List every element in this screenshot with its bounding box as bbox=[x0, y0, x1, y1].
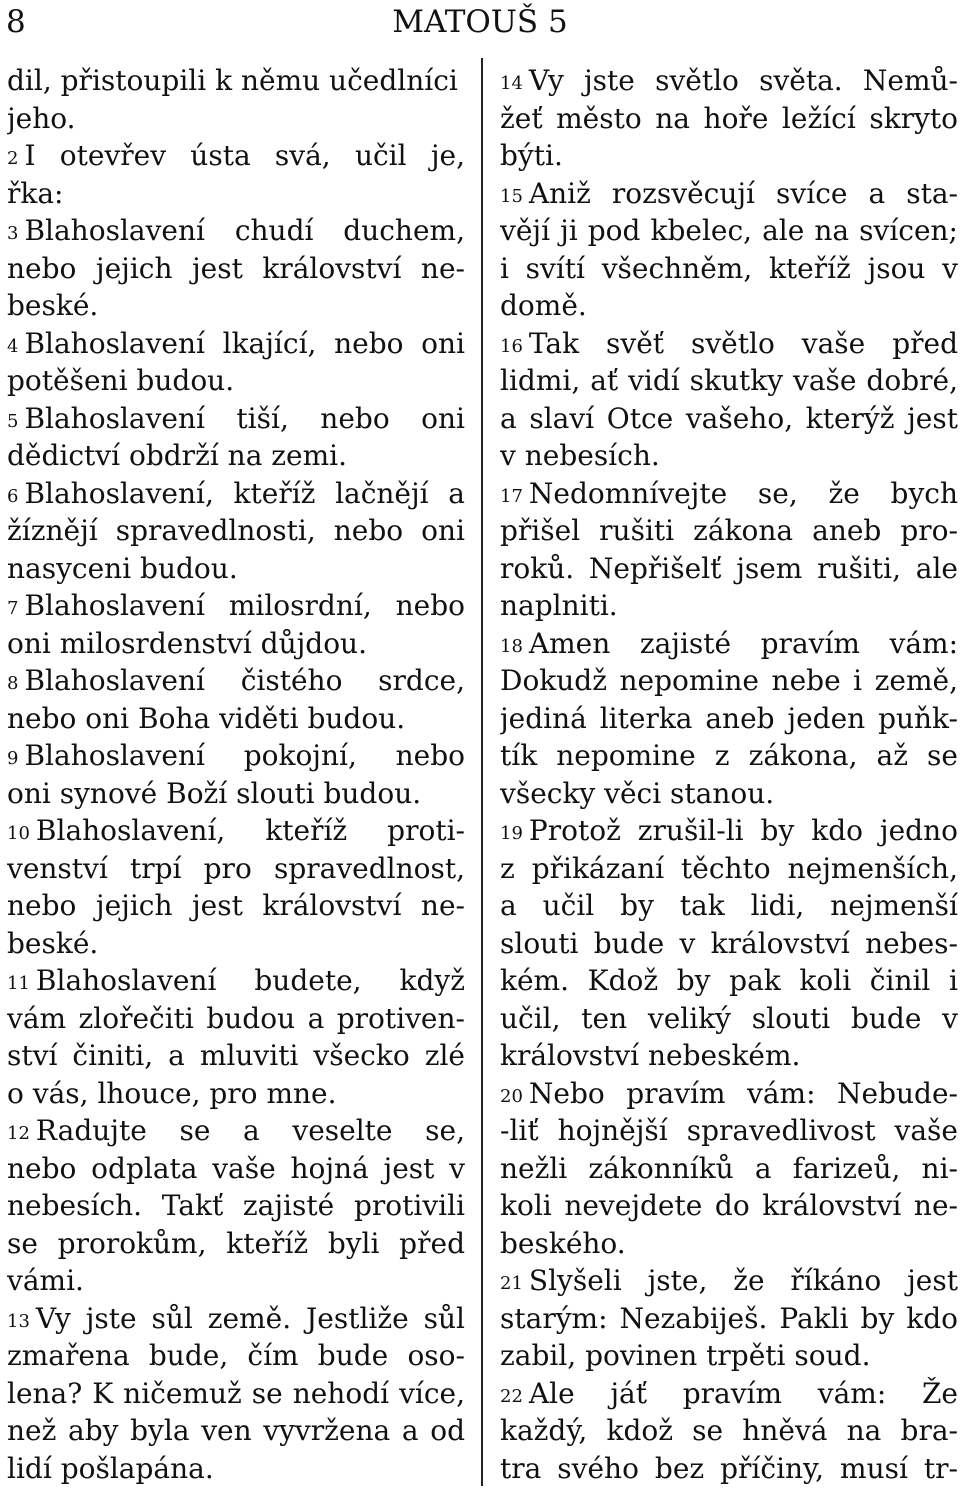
verse-number: 21 bbox=[500, 1273, 523, 1294]
verse-number: 16 bbox=[500, 335, 523, 357]
line-text: lena? K ničemuž se nehodí více, bbox=[7, 1376, 465, 1410]
text-line bbox=[7, 1337, 465, 1375]
text-line bbox=[7, 287, 465, 325]
line-text: Slyšeli jste, že říkáno jest bbox=[528, 1264, 958, 1297]
text-line bbox=[7, 1450, 465, 1488]
line-text: z přikázaní těchto nejmenších, bbox=[500, 851, 958, 885]
line-text: beské. bbox=[7, 926, 99, 960]
text-line bbox=[7, 1000, 465, 1038]
running-head: MATOUŠ 5 bbox=[392, 4, 568, 40]
text-line bbox=[500, 1450, 958, 1488]
line-text: roků. Nepřišelť jsem rušiti, ale bbox=[500, 551, 958, 585]
line-text: i svítí všechněm, kteříž jsou v bbox=[500, 251, 958, 285]
line-text: zabil, povinen trpěti soud. bbox=[500, 1339, 871, 1372]
line-text: Blahoslavení budete, když bbox=[35, 964, 465, 997]
text-line bbox=[500, 100, 958, 138]
text-line bbox=[500, 62, 958, 100]
line-text: koli nevejdete do království ne- bbox=[500, 1189, 958, 1222]
line-text: dědictví obdrží na zemi. bbox=[7, 439, 348, 472]
line-text: Blahoslavení, kteříž lačnějí a bbox=[24, 476, 465, 510]
text-line bbox=[500, 587, 958, 625]
verse-number: 10 bbox=[7, 823, 30, 844]
line-text: Blahoslavení čistého srdce, bbox=[24, 664, 465, 697]
text-line bbox=[7, 437, 465, 475]
verse-number: 7 bbox=[7, 598, 19, 619]
verse-number: 14 bbox=[500, 73, 523, 94]
verse-number: 20 bbox=[500, 1085, 523, 1107]
line-text: Blahoslavení, kteříž proti- bbox=[35, 814, 465, 847]
text-line bbox=[7, 175, 465, 213]
line-text: Protož zrušil-li by kdo jedno bbox=[528, 814, 958, 847]
text-line bbox=[7, 1075, 465, 1113]
text-line bbox=[7, 1037, 465, 1075]
right-column bbox=[500, 62, 958, 1487]
line-text: žeť město na hoře ležící skryto bbox=[500, 101, 958, 135]
text-line bbox=[7, 737, 465, 775]
text-line bbox=[7, 962, 465, 1000]
text-line bbox=[7, 850, 465, 888]
verse-number: 4 bbox=[7, 335, 19, 357]
line-text: býti. bbox=[500, 139, 563, 172]
line-text: Vy jste světlo světa. Nemů- bbox=[528, 64, 958, 97]
text-line bbox=[7, 700, 465, 738]
text-line bbox=[500, 325, 958, 363]
text-line bbox=[500, 362, 958, 400]
line-text: Blahoslavení pokojní, nebo bbox=[24, 739, 465, 772]
line-text: lidmi, ať vidí skutky vaše dobré, bbox=[500, 364, 958, 397]
line-text: Blahoslavení milosrdní, nebo bbox=[24, 589, 465, 622]
line-text: všecky věci stanou. bbox=[500, 776, 775, 810]
text-line bbox=[7, 137, 465, 175]
line-text: a slaví Otce vašeho, kterýž jest bbox=[500, 401, 958, 435]
verse-number: 11 bbox=[7, 973, 30, 994]
text-line bbox=[500, 1000, 958, 1038]
line-text: oni milosrdenství důjdou. bbox=[7, 626, 367, 660]
line-text: Tak svěť světlo vaše před bbox=[528, 326, 958, 360]
line-text: království nebeském. bbox=[500, 1039, 801, 1072]
line-text: o vás, lhouce, pro mne. bbox=[7, 1076, 337, 1110]
text-line bbox=[7, 550, 465, 588]
text-line bbox=[7, 512, 465, 550]
line-text: a učil by tak lidi, nejmenší bbox=[500, 889, 958, 922]
text-line bbox=[500, 1187, 958, 1225]
line-text: žíznějí spravedlnosti, nebo oni bbox=[7, 514, 465, 547]
line-text: se prorokům, kteříž byli před bbox=[7, 1226, 465, 1260]
text-line bbox=[500, 812, 958, 850]
text-line bbox=[500, 887, 958, 925]
text-line bbox=[500, 1375, 958, 1413]
text-line bbox=[500, 212, 958, 250]
text-line bbox=[500, 550, 958, 588]
line-text: učil, ten veliký slouti bude v bbox=[500, 1001, 958, 1035]
text-line bbox=[7, 925, 465, 963]
verse-number: 3 bbox=[7, 223, 19, 244]
text-line bbox=[500, 962, 958, 1000]
text-line bbox=[7, 362, 465, 400]
line-text: potěšeni budou. bbox=[7, 364, 235, 397]
column-divider bbox=[481, 58, 483, 1486]
text-line bbox=[500, 1300, 958, 1338]
line-text: slouti bude v království nebes- bbox=[500, 926, 958, 960]
verse-number: 12 bbox=[7, 1123, 30, 1144]
line-text: venství trpí pro spravedlnost, bbox=[7, 851, 465, 885]
text-line bbox=[7, 250, 465, 288]
text-line bbox=[500, 137, 958, 175]
text-line bbox=[7, 475, 465, 513]
text-line bbox=[7, 775, 465, 813]
text-line bbox=[500, 737, 958, 775]
line-text: nebesích. Takť zajisté protivili bbox=[7, 1189, 465, 1222]
left-column bbox=[7, 62, 465, 1487]
line-text: domě. bbox=[500, 289, 587, 322]
text-line bbox=[7, 212, 465, 250]
text-line bbox=[7, 662, 465, 700]
line-text: Blahoslavení lkající, nebo oni bbox=[24, 326, 465, 360]
line-text: každý, kdož se hněvá na bra- bbox=[500, 1414, 958, 1447]
line-text: přišel rušiti zákona aneb pro- bbox=[500, 514, 958, 547]
verse-number: 17 bbox=[500, 485, 523, 507]
line-text: Blahoslavení tiší, nebo oni bbox=[24, 401, 465, 435]
text-line bbox=[7, 1150, 465, 1188]
line-text: vám zlořečiti budou a protiven- bbox=[7, 1001, 465, 1035]
line-text: Amen zajisté pravím vám: bbox=[528, 626, 958, 660]
verse-number: 5 bbox=[7, 410, 19, 432]
line-text: I otevřev ústa svá, učil je, bbox=[24, 139, 465, 172]
text-line bbox=[7, 1375, 465, 1413]
text-line bbox=[500, 1337, 958, 1375]
text-line bbox=[500, 1225, 958, 1263]
text-line bbox=[500, 437, 958, 475]
line-text: nebo jejich jest království ne- bbox=[7, 251, 465, 285]
line-text: nebo odplata vaše hojná jest v bbox=[7, 1151, 465, 1185]
text-line bbox=[500, 175, 958, 213]
text-line bbox=[7, 62, 465, 100]
verse-number: 2 bbox=[7, 148, 19, 169]
page-number: 8 bbox=[6, 4, 26, 40]
line-text: -liť hojnější spravedlivost vaše bbox=[500, 1114, 958, 1147]
line-text: naplniti. bbox=[500, 589, 618, 622]
line-text: Vy jste sůl země. Jestliže sůl bbox=[35, 1301, 465, 1335]
text-line bbox=[7, 1412, 465, 1450]
line-text: beské. bbox=[7, 289, 99, 322]
text-line bbox=[500, 625, 958, 663]
line-text: tík nepomine z zákona, až se bbox=[500, 739, 958, 772]
verse-number: 9 bbox=[7, 748, 19, 769]
text-line bbox=[500, 1112, 958, 1150]
text-line bbox=[7, 587, 465, 625]
text-line bbox=[7, 325, 465, 363]
line-text: dil, přistoupili k němu učedlníci bbox=[7, 64, 458, 97]
verse-number: 22 bbox=[500, 1385, 523, 1407]
line-text: řka: bbox=[7, 176, 64, 210]
line-text: zmařena bude, čím bude oso- bbox=[7, 1339, 465, 1372]
line-text: jeho. bbox=[7, 101, 76, 135]
line-text: nebo jejich jest království ne- bbox=[7, 889, 465, 922]
line-text: nežli zákonníků a farizeů, ni- bbox=[500, 1151, 958, 1185]
line-text: Ale jáť pravím vám: Že bbox=[528, 1376, 958, 1410]
line-text: lidí pošlapána. bbox=[7, 1451, 214, 1485]
text-line bbox=[500, 700, 958, 738]
text-line bbox=[7, 1112, 465, 1150]
line-text: než aby byla ven vyvržena a od bbox=[7, 1414, 465, 1447]
line-text: starým: Nezabiješ. Pakli by kdo bbox=[500, 1301, 958, 1335]
line-text: ství činiti, a mluviti všecko zlé bbox=[7, 1039, 465, 1072]
line-text: Nebo pravím vám: Nebude- bbox=[528, 1076, 958, 1110]
line-text: nebo oni Boha viděti budou. bbox=[7, 701, 406, 735]
text-line bbox=[7, 1300, 465, 1338]
text-line bbox=[500, 925, 958, 963]
line-text: vějí ji pod kbelec, ale na svícen; bbox=[500, 214, 958, 247]
verse-number: 15 bbox=[500, 185, 523, 207]
line-text: jediná literka aneb jeden puňk- bbox=[500, 701, 958, 735]
line-text: oni synové Boží slouti budou. bbox=[7, 776, 422, 810]
text-line bbox=[500, 1262, 958, 1300]
verse-number: 18 bbox=[500, 635, 523, 657]
text-line bbox=[7, 400, 465, 438]
line-text: nasyceni budou. bbox=[7, 551, 238, 585]
line-text: beského. bbox=[500, 1226, 626, 1260]
text-line bbox=[500, 475, 958, 513]
verse-number: 13 bbox=[7, 1310, 30, 1332]
text-line bbox=[500, 250, 958, 288]
text-line bbox=[7, 887, 465, 925]
line-text: tra svého bez příčiny, musí tr- bbox=[500, 1451, 958, 1485]
line-text: kém. Kdož by pak koli činil i bbox=[500, 964, 958, 997]
text-line bbox=[500, 287, 958, 325]
text-line bbox=[500, 1412, 958, 1450]
text-line bbox=[500, 512, 958, 550]
line-text: Blahoslavení chudí duchem, bbox=[24, 214, 465, 247]
text-line bbox=[7, 1187, 465, 1225]
text-line bbox=[500, 850, 958, 888]
text-line bbox=[7, 1225, 465, 1263]
text-line bbox=[7, 812, 465, 850]
text-line bbox=[500, 1150, 958, 1188]
text-line bbox=[500, 1037, 958, 1075]
text-line bbox=[500, 775, 958, 813]
line-text: Radujte se a veselte se, bbox=[35, 1114, 465, 1147]
line-text: Nedomnívejte se, že bych bbox=[528, 476, 958, 510]
line-text: Dokudž nepomine nebe i země, bbox=[500, 664, 958, 697]
line-text: Aniž rozsvěcují svíce a sta- bbox=[528, 176, 958, 210]
line-text: v nebesích. bbox=[500, 439, 660, 472]
text-line bbox=[500, 400, 958, 438]
text-line bbox=[500, 1075, 958, 1113]
verse-number: 6 bbox=[7, 485, 19, 507]
text-line bbox=[500, 662, 958, 700]
page-header bbox=[0, 0, 960, 50]
line-text: vámi. bbox=[7, 1264, 84, 1297]
verse-number: 19 bbox=[500, 823, 523, 844]
text-line bbox=[7, 625, 465, 663]
text-line bbox=[7, 100, 465, 138]
verse-number: 8 bbox=[7, 673, 19, 694]
text-line bbox=[7, 1262, 465, 1300]
